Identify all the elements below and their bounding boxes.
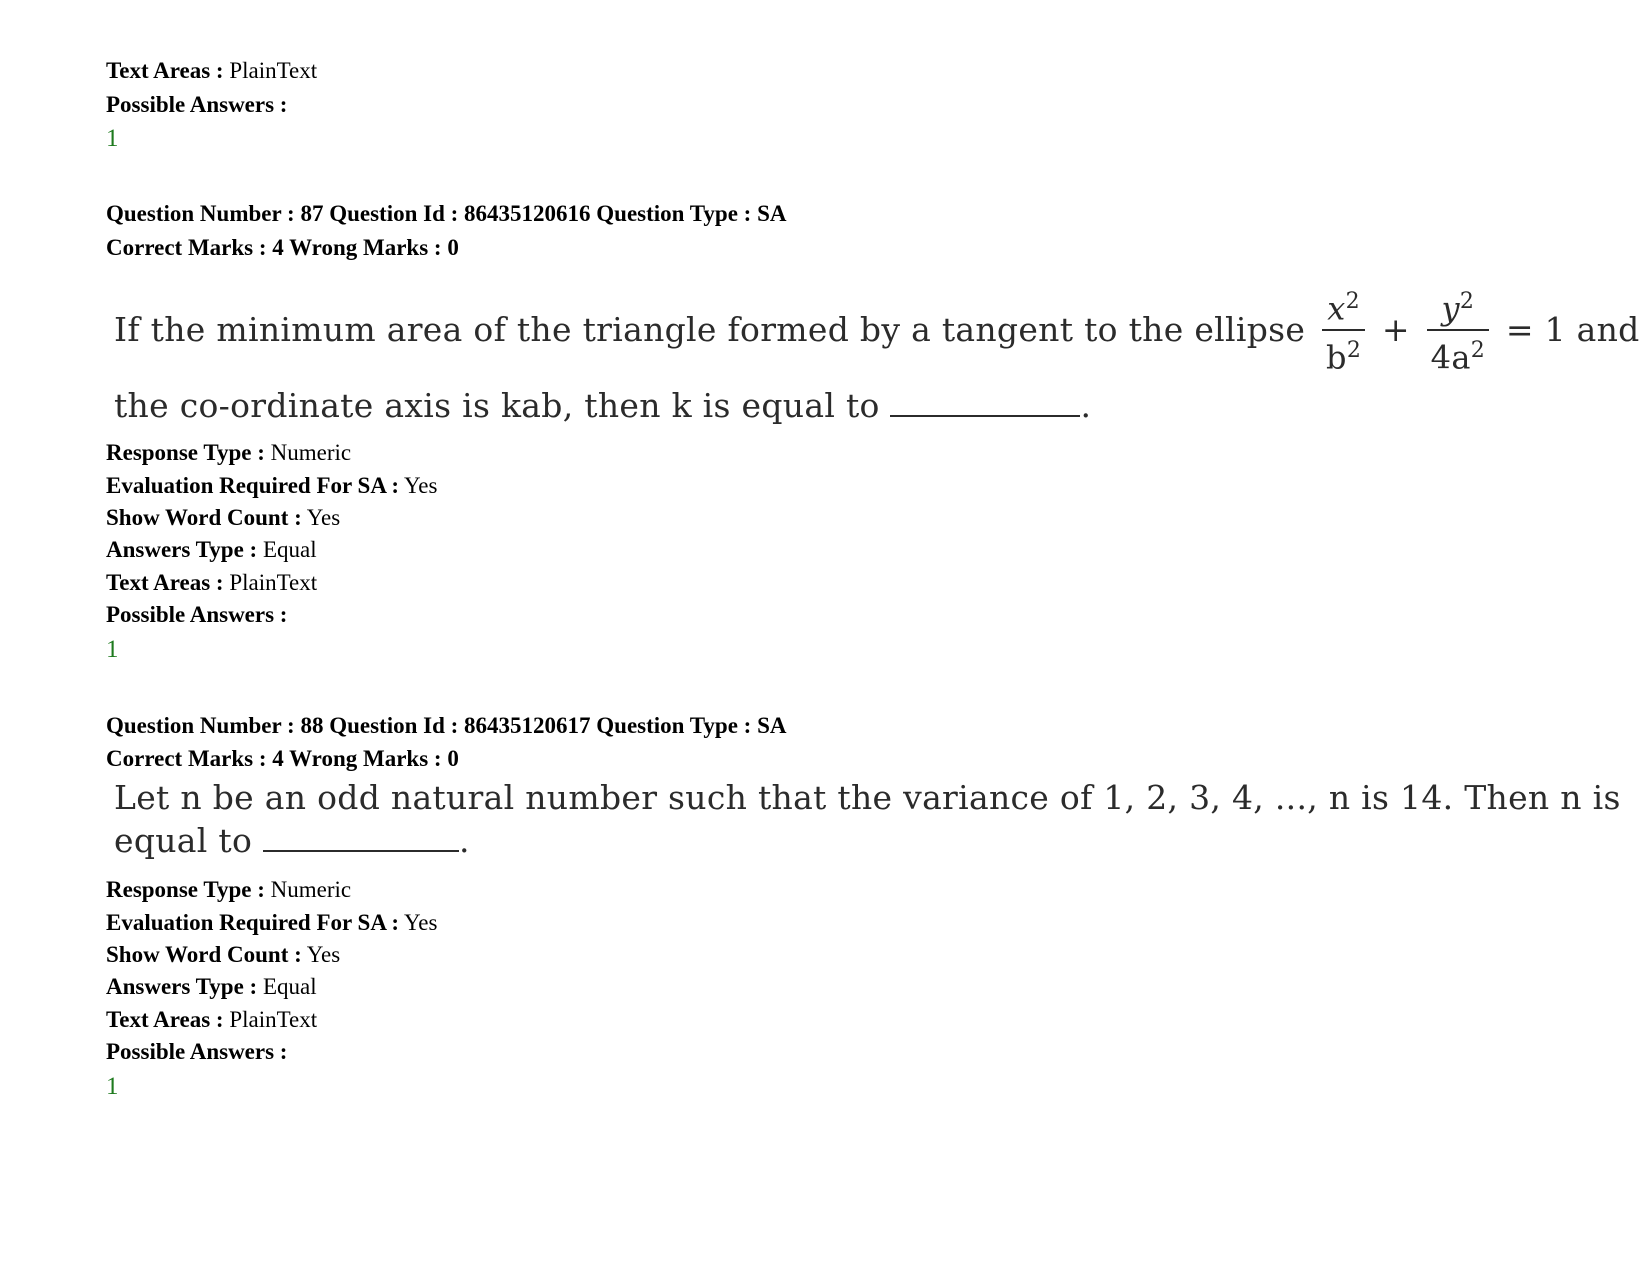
q87-header: Question Number : 87 Question Id : 86435120616 Question Type : SA xyxy=(106,201,787,226)
q88-question-text: Let n be an odd natural number such that the variance of 1, 2, 3, 4, ..., n is 14. Then n is xyxy=(114,778,1621,817)
q87-text-start: If the minimum area of the triangle formed by a tangent to the ellipse xyxy=(114,310,1306,350)
field-label: Text Areas : xyxy=(106,58,224,83)
q87-answers-type: Answers Type : Equal xyxy=(106,537,317,562)
q88-text-areas: Text Areas : PlainText xyxy=(106,1007,318,1032)
prev-text-areas xyxy=(106,56,317,86)
field-value: PlainText xyxy=(229,58,318,83)
q87-equals: = 1 and xyxy=(1505,310,1640,350)
answer-blank xyxy=(263,824,459,852)
q87-question-text xyxy=(114,282,1640,377)
answer-blank xyxy=(890,389,1080,417)
q87-fraction-y: $\frac{y^2}{4a^2}$ xyxy=(1427,282,1489,377)
q88-evaluation-required: Evaluation Required For SA : Yes xyxy=(106,910,438,935)
q87-answer: 1 xyxy=(106,636,119,663)
q87-evaluation-required: Evaluation Required For SA : Yes xyxy=(106,473,438,498)
q88-answers-type: Answers Type : Equal xyxy=(106,974,317,999)
q87-response-type: Response Type : Numeric xyxy=(106,440,352,465)
q87-question-text-line2: the co-ordinate axis is kab, then k is equal to . xyxy=(114,386,1092,425)
q87-possible-answers: Possible Answers : xyxy=(106,602,288,627)
q88-show-word-count: Show Word Count : Yes xyxy=(106,942,341,967)
q88-response-type: Response Type : Numeric xyxy=(106,877,352,902)
q87-fraction-x: $\frac{x^2}{b^2}$ xyxy=(1322,282,1365,377)
prev-possible-answers xyxy=(106,90,287,120)
field-label: Possible Answers : xyxy=(106,92,288,117)
q88-marks: Correct Marks : 4 Wrong Marks : 0 xyxy=(106,746,459,771)
q87-marks: Correct Marks : 4 Wrong Marks : 0 xyxy=(106,235,459,260)
prev-answer: 1 xyxy=(106,125,119,152)
q88-answer: 1 xyxy=(106,1073,119,1100)
q88-possible-answers: Possible Answers : xyxy=(106,1039,288,1064)
q87-show-word-count: Show Word Count : Yes xyxy=(106,505,341,530)
q88-header: Question Number : 88 Question Id : 86435120617 Question Type : SA xyxy=(106,713,787,738)
q88-question-text-line2: equal to . xyxy=(114,821,470,860)
q87-plus: + xyxy=(1381,310,1410,350)
q87-text-areas: Text Areas : PlainText xyxy=(106,570,318,595)
